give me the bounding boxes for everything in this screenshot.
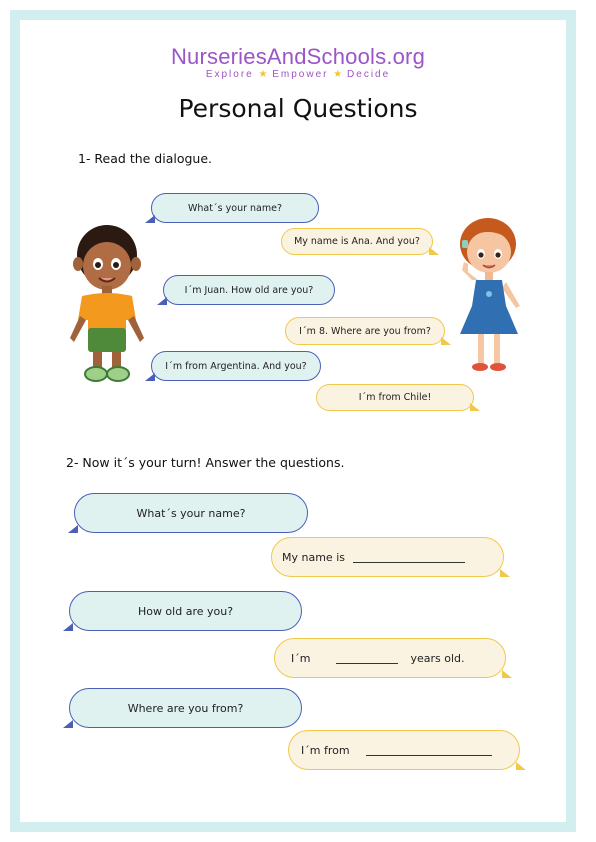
dialogue-text-5: I´m from Argentina. And you?	[165, 360, 307, 372]
bubble-tail	[500, 569, 510, 577]
dialogue-text-4: I´m 8. Where are you from?	[299, 325, 431, 337]
dialogue-bubble-3	[163, 275, 335, 305]
country-answer-line[interactable]	[366, 745, 492, 756]
question-text-1: What´s your name?	[136, 506, 246, 520]
star-icon: ★	[258, 69, 268, 80]
dialogue-bubble-4	[285, 317, 445, 345]
dialogue-bubble-5	[151, 351, 321, 381]
dialogue-bubble-6	[316, 384, 474, 411]
dialogue-text-1: What´s your name?	[187, 202, 283, 214]
bubble-tail	[470, 403, 480, 411]
question-text-2: How old are you?	[137, 604, 234, 618]
age-answer-line[interactable]	[336, 653, 398, 664]
answer-bubble-3[interactable]	[288, 730, 520, 770]
star-icon: ★	[333, 69, 343, 80]
brand-tagline	[0, 69, 596, 80]
bubble-tail	[157, 297, 167, 305]
page-title: Personal Questions	[178, 94, 418, 123]
bubble-tail	[63, 720, 73, 728]
question-bubble-1	[74, 493, 308, 533]
question-text-3: Where are you from?	[127, 701, 244, 715]
dialogue-text-6: I´m from Chile!	[358, 392, 432, 403]
answer-suffix-2: years old.	[410, 651, 465, 665]
dialogue-text-3: I´m Juan. How old are you?	[184, 284, 314, 296]
bubble-tail	[502, 670, 512, 678]
name-answer-line[interactable]	[353, 552, 465, 563]
dialogue-bubble-2	[281, 228, 433, 255]
answer-bubble-1[interactable]	[271, 537, 504, 577]
bubble-tail	[63, 623, 73, 631]
bubble-tail	[145, 215, 155, 223]
answer-bubble-2[interactable]	[274, 638, 506, 678]
instruction-2: 2- Now it´s your turn! Answer the questions.	[66, 455, 345, 470]
tagline-explore: Explore	[205, 69, 254, 80]
bubble-tail	[429, 247, 439, 255]
bubble-tail	[68, 525, 78, 533]
bubble-tail	[441, 337, 451, 345]
instruction-1: 1- Read the dialogue.	[78, 151, 213, 166]
question-bubble-2	[69, 591, 302, 631]
tagline-empower: Empower	[272, 69, 329, 80]
bubble-tail	[145, 373, 155, 381]
bubble-tail	[516, 762, 526, 770]
answer-prefix-3: I´m from	[301, 743, 350, 757]
answer-prefix-1: My name is	[282, 550, 345, 564]
girl-illustration	[452, 210, 532, 378]
brand-logo[interactable]: NurseriesAndSchools.org	[170, 44, 426, 69]
dialogue-bubble-1	[151, 193, 319, 223]
question-bubble-3	[69, 688, 302, 728]
dialogue-text-2: My name is Ana. And you?	[294, 236, 420, 247]
boy-illustration	[62, 220, 152, 388]
answer-prefix-2: I´m	[291, 651, 311, 665]
tagline-decide: Decide	[347, 69, 391, 80]
